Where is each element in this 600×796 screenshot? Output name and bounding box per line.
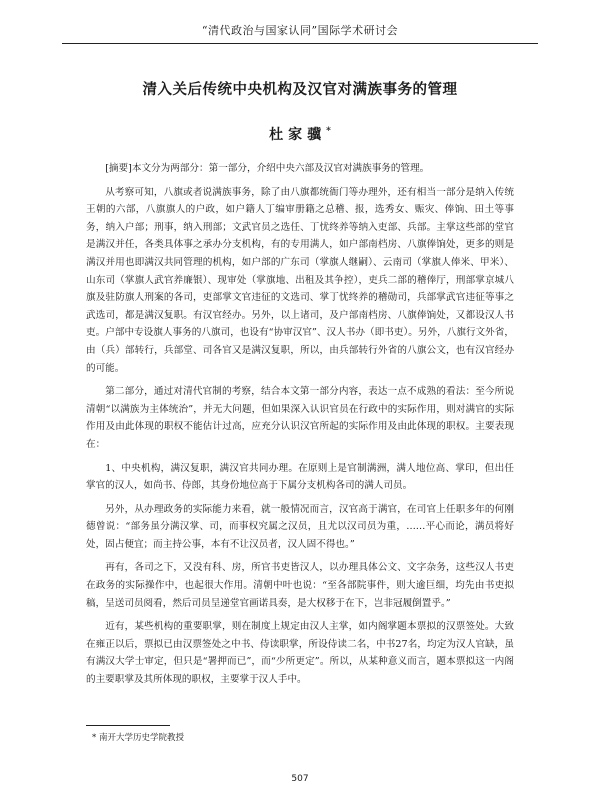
footnote: * 南开大学历史学院教授: [92, 733, 184, 743]
footnote-rule: [86, 725, 170, 726]
page-number: 507: [291, 774, 309, 784]
body-paragraph: 另外，从办理政务的实际能力来看，就一般情况而言，汉官高于满官，在司官上任职多年的何刚德曾说：“部务虽分满汉掌、司，而事权究属之汉员，且尤以汉司员为重，……平心而论，满员将好处，固占便宜；而主持公事，本有不让汉员者，汉人固不得也。”: [86, 503, 514, 550]
author-footnote-mark: *: [326, 126, 331, 137]
body-paragraph: 近有，某些机构的重要职掌，则在制度上规定由汉人主掌，如内阁掌题本票拟的汉票签处。大致在雍正以后，票拟已由汉票签处之中书、侍读职掌，所设侍读二名，中书27名，均定为汉人官缺，虽有满汉大学士审定，但只是“署押而已”，而“少所更定”。所以，从某种意义而言，题本票拟这一内阁的主要职掌及其所体现的职权，主要掌于汉人手中。: [86, 621, 514, 686]
article-title: 清入关后传统中央机构及汉官对满族事务的管理: [142, 82, 458, 98]
abstract-paragraph: [摘要]本文分为两部分：第一部分，介绍中央六部及汉官对满族事务的管理。: [105, 163, 430, 174]
body-paragraph: 从考察可知，八旗或者说满族事务，除了由八旗都统衙门等办理外，还有相当一部分是纳入传统王朝的六部，八旗旗人的户政，如户籍人丁编审册籍之总稽、报，选秀女、赈灾、俸饷、田土等事务，纳入户部；刑事，纳入刑部；文武官员之选任、丁忧终养等纳入吏部、兵部。主掌这些部的堂官是满汉并任，各类具体事之承办分支机构，有的专用满人，如户部南档房、八旗俸饷处，更多的则是满汉并用也即满汉共同管理的机构，如户部的广东司（掌旗人继嗣）、云南司（掌旗人俸米、甲米）、山东司（掌旗人武官养廉银）、现审处（掌旗地、出租及其争控），吏兵二部的稽俸厅，刑部掌京城八旗及驻防旗人刑案的各司，吏部掌文官违征的文选司、掌丁忧终养的稽勋司，兵部掌武官违征等事之武选司，都是满汉复职。有汉官经办。另外，以上诸司，及户部南档房、八旗俸饷处，又都设汉人书吏。户部中专设旗人事务的八旗司，也设有“协审汉官”、汉人书办（即书吏）。另外，八旗行文外省，由（兵）部转行，兵部堂、司各官又是满汉复职，所以，由兵部转行外省的八旗公文，也有汉官经办的可能。: [86, 186, 514, 374]
header-rule: [62, 43, 538, 44]
body-paragraph: 1、中央机构，满汉复职，满汉官共同办理。在原则上是官制满洲，满人地位高、掌印，但出任掌官的汉人，如尚书、侍郎，其身份地位高于下属分支机构各司的满人司员。: [86, 462, 514, 492]
running-header: “清代政治与国家认同”国际学术研讨会: [201, 24, 399, 37]
article-body: [86, 160, 514, 689]
author-name: 杜家骥: [269, 127, 327, 143]
body-paragraph: 第二部分，通过对清代官制的考察，结合本文第一部分内容，表达一点不成熟的看法：至今所说清朝“以满族为主体统治”，并无大问题，但如果深入认识官员在行政中的实际作用，则对满官的实际作用及由此体现的职权不能估计过高，应充分认识汉官所起的实际作用及由此体现的职权。主要表现在：: [86, 386, 514, 450]
author-line: [0, 124, 600, 144]
body-paragraph: 再有，各司之下，又没有科、房，所官书吏皆汉人，以办理具体公文、文字杂务，这些汉人书吏在政务的实际操作中，也起很大作用。清朝中叶也说：“至各部院事件，则大逾巨细，均先由书吏拟稿，呈送司员阅看，然后司员呈递堂官画诺具奏，是大权移于在下，岂非冠履倒置乎。”: [86, 562, 514, 609]
